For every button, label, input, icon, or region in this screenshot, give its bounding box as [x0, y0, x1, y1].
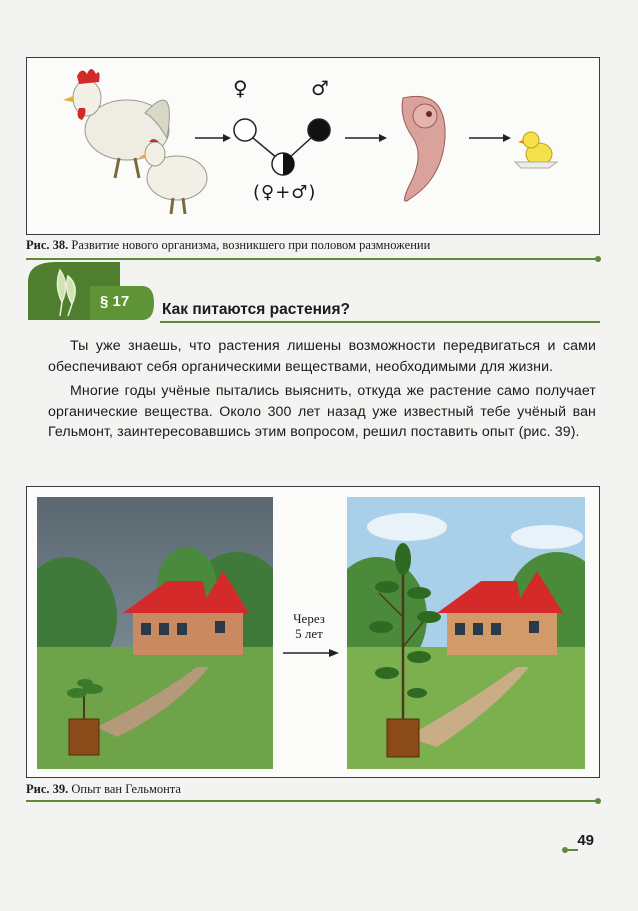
figure-38-caption-label: Рис. 38.: [26, 238, 69, 252]
figure-38-caption: [26, 238, 430, 253]
figure-39-caption: [26, 782, 181, 797]
embryo-illustration: [402, 96, 445, 201]
section-number: § 17: [100, 293, 130, 310]
divider-line-2: [26, 800, 598, 802]
figure-38-caption-text: Развитие нового организма, возникшего при половом размножении: [68, 238, 431, 252]
divider-dot-2: [595, 798, 601, 804]
time-label-line-1: Через: [293, 611, 325, 626]
section-title: Как питаются растения?: [162, 301, 350, 318]
paragraph-2: Многие годы учёные пытались выяснить, откуда же растение само получает органические вещества. Около 300 лет назад уже известный тебе учёный ван Гельмонт, заинтересовавшись этим вопросом, решил поставить опыт (рис. 39).: [48, 383, 596, 440]
zygote-formula: (♀+♂): [253, 182, 317, 203]
figure-39-frame: [26, 486, 600, 778]
time-label-line-2: 5 лет: [295, 626, 323, 641]
page-number: 49: [577, 832, 594, 849]
chick-illustration: [515, 132, 557, 168]
divider-dot-1: [595, 256, 601, 262]
section-badge: [20, 258, 158, 320]
paragraph-1: Ты уже знаешь, что растения лишены возможности передвигаться и сами обеспечивают себя органическими веществами, необходимыми для жизни.: [48, 338, 596, 375]
helmont-before-illustration: [37, 497, 273, 769]
time-arrow-icon: [281, 647, 341, 659]
male-symbol: ♂: [311, 76, 329, 100]
body-text: [48, 336, 596, 443]
time-label: [279, 611, 339, 641]
page-number-dot: [562, 847, 568, 853]
figure-39-caption-label: Рис. 39.: [26, 782, 69, 796]
female-symbol: ♀: [233, 76, 248, 100]
figure-38-frame: [26, 57, 600, 235]
female-gamete: [234, 119, 256, 141]
helmont-after-illustration: [347, 497, 585, 769]
figure-39-caption-text: Опыт ван Гельмонта: [68, 782, 181, 796]
hen-illustration: [139, 139, 207, 214]
male-gamete: [308, 119, 330, 141]
section-underline: [160, 321, 600, 323]
